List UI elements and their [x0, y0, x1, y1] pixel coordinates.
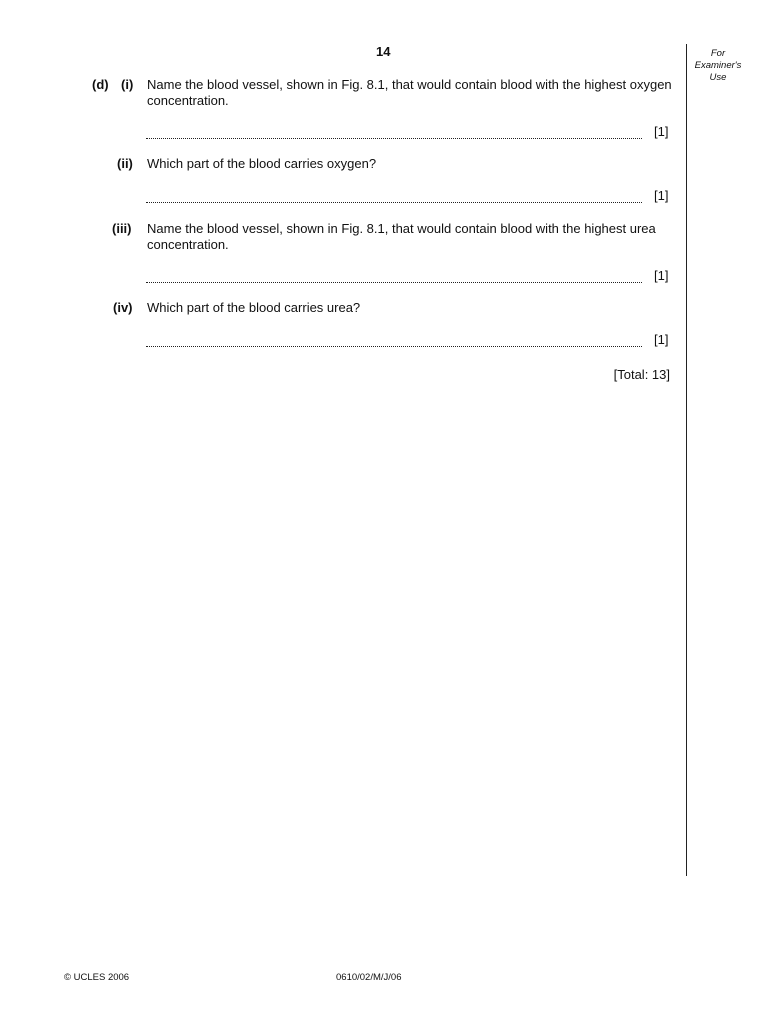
mark-allocation: [1]	[654, 124, 669, 139]
question-sub-label: (ii)	[117, 156, 133, 171]
mark-allocation: [1]	[654, 188, 669, 203]
question-sub-label: (iv)	[113, 300, 133, 315]
question-text: Name the blood vessel, shown in Fig. 8.1, that would contain blood with the highest urea concentration.	[147, 221, 656, 252]
question-part-label: (d)	[92, 77, 109, 92]
question-text: Name the blood vessel, shown in Fig. 8.1, that would contain blood with the highest oxygen concentration.	[147, 77, 672, 108]
question-sub-label: (i)	[121, 77, 134, 92]
answer-line[interactable]	[146, 346, 642, 347]
examiner-margin-rule	[686, 44, 687, 876]
mark-allocation: [1]	[654, 268, 669, 283]
examiner-line: Examiner's	[694, 60, 742, 71]
mark-allocation: [1]	[654, 332, 669, 347]
footer-copyright: © UCLES 2006	[64, 972, 130, 983]
page-number: 14	[376, 44, 391, 59]
question-text: Which part of the blood carries oxygen?	[147, 156, 377, 171]
total-marks: [Total: 13]	[613, 367, 670, 382]
answer-line[interactable]	[146, 202, 642, 203]
examiner-line: For	[710, 48, 726, 59]
question-sub-label: (iii)	[112, 221, 132, 236]
answer-line[interactable]	[146, 138, 642, 139]
examiner-line: Use	[709, 72, 727, 83]
examiner-use-label	[686, 48, 750, 84]
question-text: Which part of the blood carries urea?	[147, 300, 361, 315]
answer-line[interactable]	[146, 282, 642, 283]
footer-paper-code: 0610/02/M/J/06	[336, 972, 402, 983]
